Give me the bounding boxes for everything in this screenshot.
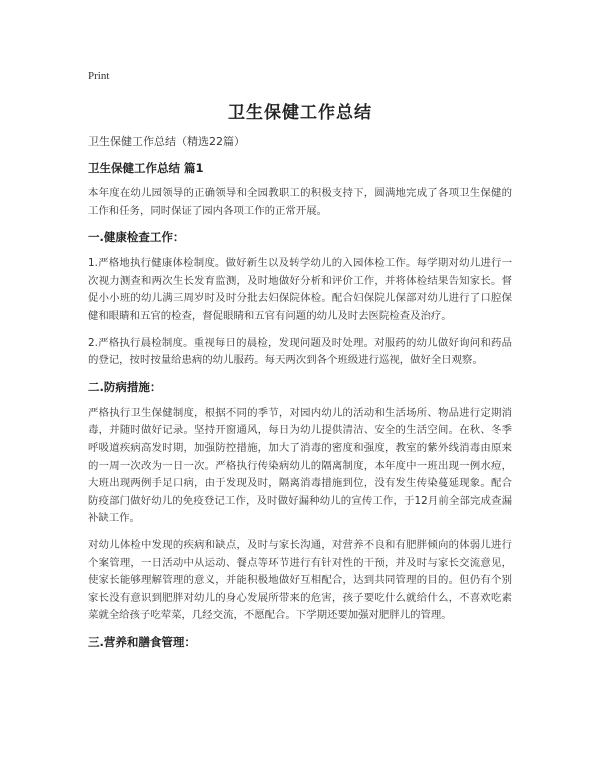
intro-paragraph: 本年度在幼儿园领导的正确领导和全园教职工的积极支持下，圆满地完成了各项卫生保健的工作和任务，同时保证了园内各项工作的正常开展。 — [88, 187, 512, 217]
article-heading: 卫生保健工作总结 篇1 — [88, 161, 204, 175]
section-heading-health-check: 一.健康检查工作： — [88, 230, 185, 245]
paragraph: 1.严格地执行健康体检制度。做好新生以及转学幼儿的入园体检工作。每学期对幼儿进行一次视力测查和两次生长发育监测，及时地做好分析和评价工作，并将体检结果告知家长。督促小小班的幼儿满三周岁时及时分批去妇保院体检。配合妇保院儿保部对幼儿进行了口腔保健和眼睛和五官的检查，督促眼睛和五官有问题的幼儿及时去医院检查及治疗。 — [88, 257, 512, 322]
paragraph: 2.严格执行晨检制度。重视每日的晨检，发现问题及时处理。对服药的幼儿做好询问和药品的登记，按时按量给患病的幼儿服药。每天两次到各个班级进行巡视，做好全日观察。 — [88, 336, 512, 367]
print-link[interactable]: Print — [88, 70, 110, 82]
page-title: 卫生保健工作总结 — [228, 103, 372, 123]
paragraph: 对幼儿体检中发现的疾病和缺点，及时与家长沟通，对营养不良和有肥胖倾向的体弱儿进行个案管理，一日活动中从运动、餐点等环节进行有针对性的干预，并及时与家长交流意见，使家长能够理解管理的意义，并能积极地做好互相配合，达到共同管理的目的。但仍有个别家长没有意识到肥胖对幼儿的身心发展所带来的危害，孩子要吃什么就给什么，不喜欢吃素菜就全给孩子吃荤菜，几经交流，不愿配合。下学期还要加强对肥胖儿的管理。 — [88, 538, 512, 622]
paragraph: 严格执行卫生保健制度，根据不同的季节，对园内幼儿的活动和生活场所、物品进行定期消毒，并随时做好记录。坚持开窗通风，每日为幼儿提供清洁、安全的生活空间。在秋、冬季呼吸道疾病高发时期，加强防控措施，加大了消毒的密度和强度，教室的紫外线消毒由原来的一周一次改为一日一次。严格执行传染病幼儿的隔离制度，本年度中一班出现一例水痘，大班出现两例手足口病，由于发现及时，隔离消毒措施到位，没有发生传染蔓延现象。配合防疫部门做好幼儿的免疫登记工作，及时做好漏种幼儿的宣传工作，于12月前全部完成查漏补缺工作。 — [88, 406, 512, 525]
document-body — [88, 134, 512, 660]
document-subtitle: 卫生保健工作总结（精选22篇） — [88, 135, 245, 148]
section-heading-disease-prevention: 二.防病措施： — [88, 379, 162, 394]
section-heading-nutrition: 三.营养和膳食管理： — [88, 634, 196, 649]
